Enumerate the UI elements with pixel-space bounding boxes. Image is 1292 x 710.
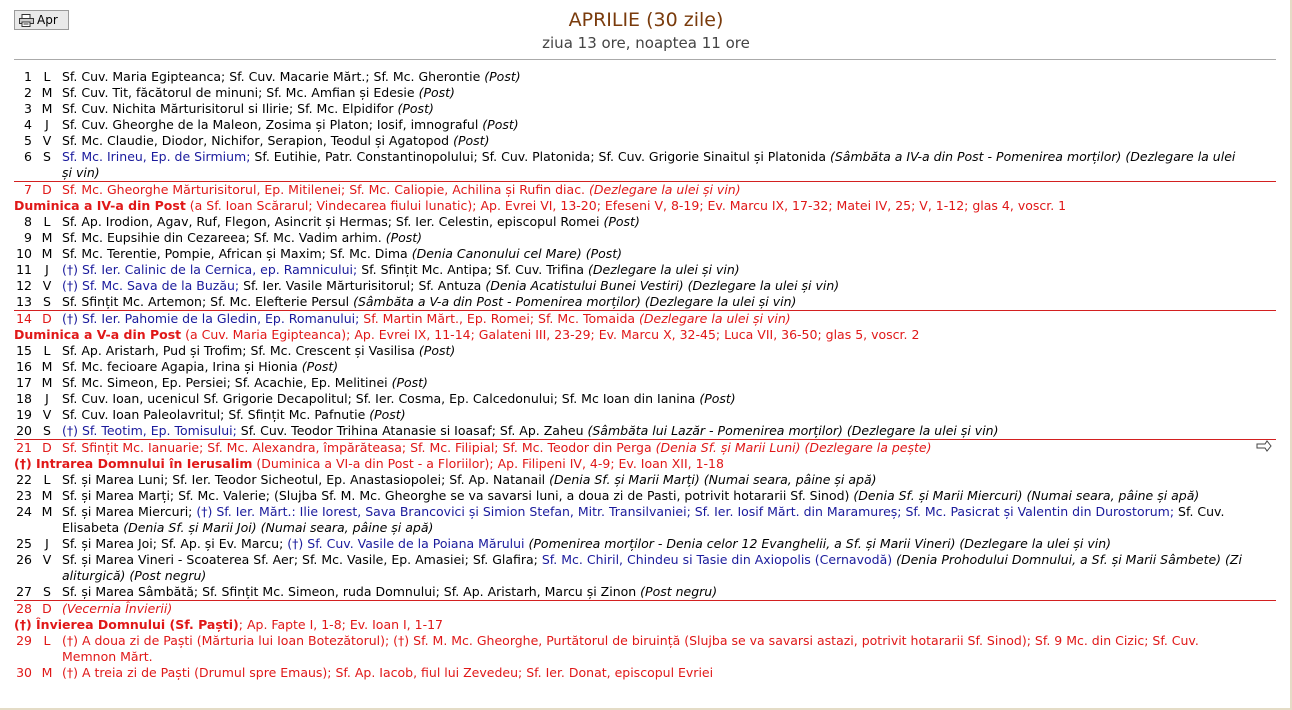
entry-text [62, 69, 1276, 85]
weekday-letter: M [41, 665, 53, 680]
day-number: 25 [16, 536, 32, 551]
day-number: 28 [16, 601, 32, 616]
entry-segment: (†) A treia zi de Paști (Drumul spre Emaus); Sf. Ap. Iacob, fiul lui Zevedeu; Sf. Ier. Donat, episcopul Evriei [62, 665, 714, 680]
entry-segment: (Sâmbăta a IV-a din Post - Pomenirea morților) (Dezlegare la ulei și vin) [62, 149, 1236, 180]
entry-segment: (Dezlegare la ulei și vin) [588, 262, 740, 277]
day-number: 26 [16, 552, 32, 567]
entry-text [62, 584, 1276, 600]
entry-segment: Sf. Cuv. Maria Egipteanca; Sf. Cuv. Macarie Mărt.; Sf. Mc. Gherontie [62, 69, 485, 84]
entry-segment: Sf. și Marea Marți; Sf. Mc. Valerie; (Slujba Sf. M. Mc. Gheorghe se va savarsi luni, a doua zi de Pasti, potrivit hotararii Sf. Sinod) [62, 488, 854, 503]
entry-segment: (Post negru) [640, 584, 718, 599]
day-row [14, 665, 1276, 681]
day-number: 30 [16, 665, 32, 680]
day-row [14, 552, 1276, 584]
day-number: 8 [24, 214, 32, 229]
weekday-letter: M [41, 359, 53, 374]
divider [14, 59, 1276, 60]
entry-segment: Sf. Cuv. Ioan, ucenicul Sf. Grigorie Decapolitul; Sf. Ier. Cosma, Ep. Calcedonului; Sf. Mc Ioan din Ianina [62, 391, 700, 406]
entry-segment: Sf. Sfințit Mc. Artemon; Sf. Mc. Elefterie Persul [62, 294, 354, 309]
day-number: 13 [16, 294, 32, 309]
entry-segment: (Post) [603, 214, 640, 229]
day-number: 4 [24, 117, 32, 132]
entry-text [62, 375, 1276, 391]
saint-link[interactable]: (†) Sf. Ier. Calinic de la Cernica, ep. Ramnicului; [62, 262, 358, 277]
day-row [14, 375, 1276, 391]
entry-text [14, 617, 1276, 633]
day-number: 15 [16, 343, 32, 358]
entry-segment: (Denia Canonului cel Mare) (Post) [411, 246, 623, 261]
entry-text [62, 552, 1276, 584]
entry-text [62, 230, 1276, 246]
weekday-letter: L [43, 214, 51, 229]
entry-segment: Sf. Mc. Claudie, Diodor, Nichifor, Serapion, Teodul și Agatopod [62, 133, 454, 148]
day-row [14, 85, 1276, 101]
day-number: 3 [24, 101, 32, 116]
entry-text [62, 149, 1276, 181]
entry-segment: (Vecernia Învierii) [62, 601, 173, 616]
entry-segment: Sf. Cuv. Ioan Paleolavritul; Sf. Sfințit Mc. Pafnutie [62, 407, 370, 422]
entry-text [62, 311, 1276, 327]
day-row [14, 278, 1276, 294]
entry-text [62, 407, 1276, 423]
entry-text [62, 343, 1276, 359]
entry-text [62, 182, 1276, 198]
weekday-letter: V [42, 133, 52, 148]
entry-segment: Sf. Eutihie, Patr. Constantinopolului; Sf. Cuv. Platonida; Sf. Cuv. Grigorie Sinaitul și Platonida [250, 149, 830, 164]
entry-segment: (Denia Sf. și Marii Luni) (Dezlegare la pește) [655, 440, 932, 455]
saint-link[interactable]: (†) Sf. Ier. Pahomie de la Gledin, Ep. Romanului; [62, 311, 360, 326]
entry-segment: (Post) [482, 117, 519, 132]
weekday-letter: D [42, 311, 52, 326]
day-row [14, 133, 1276, 149]
entry-text [62, 85, 1276, 101]
entry-text [62, 246, 1276, 262]
day-row [14, 584, 1276, 600]
entry-segment: (†) A doua zi de Paști (Mărturia lui Ioan Botezătorul); (†) Sf. M. Mc. Gheorghe, Purtătorul de biruință (Slujba se va savarsi astazi, potrivit hotararii Sf. Sinod); Sf. 9 Mc. din Cizic; Sf. Cuv. Memnon Mărt. [62, 633, 1199, 664]
entry-text [62, 391, 1276, 407]
entry-text [62, 117, 1276, 133]
entry-segment: (Duminica a VI-a din Post - a Floriilor); Ap. Filipeni IV, 4-9; Ev. Ioan XII, 1-18 [252, 456, 724, 471]
day-row [14, 101, 1276, 117]
weekday-letter: M [41, 230, 53, 245]
pointing-hand-icon[interactable] [1256, 440, 1272, 456]
entry-segment: Duminica a V-a din Post [14, 327, 182, 342]
entry-segment: (†) Intrarea Domnului în Ierusalim [14, 456, 253, 471]
entry-text [62, 504, 1276, 536]
day-row [14, 439, 1276, 456]
day-row [14, 536, 1276, 552]
weekday-letter: M [41, 246, 53, 261]
day-row [14, 407, 1276, 423]
entry-segment: Sf. și Marea Miercuri; [62, 504, 197, 519]
day-number: 17 [16, 375, 32, 390]
entry-segment: (Denia Sf. și Marii Miercuri) (Numai seara, pâine și apă) [853, 488, 1200, 503]
calendar-list [14, 69, 1276, 681]
entry-segment: (Denia Sf. și Marii Joi) (Numai seara, pâine și apă) [123, 520, 434, 535]
entry-text [14, 456, 1276, 472]
entry-text [62, 601, 1276, 617]
entry-text [62, 359, 1276, 375]
entry-text [62, 440, 1276, 456]
entry-segment: Duminica a IV-a din Post [14, 198, 186, 213]
day-number: 20 [16, 423, 32, 438]
entry-segment: (Sâmbăta a V-a din Post - Pomenirea morților) (Dezlegare la ulei și vin) [353, 294, 797, 309]
weekday-letter: D [42, 440, 52, 455]
weekday-letter: M [41, 488, 53, 503]
day-row [14, 149, 1276, 181]
day-number: 21 [16, 440, 32, 455]
entry-text [62, 101, 1276, 117]
entry-segment: Sf. Mc. Gheorghe Mărturisitorul, Ep. Mitilenei; Sf. Mc. Caliopie, Achilina și Rufin diac. [62, 182, 590, 197]
feast-row [14, 198, 1276, 214]
weekday-letter: V [42, 407, 52, 422]
day-row [14, 230, 1276, 246]
entry-segment: ; Ap. Fapte I, 1-8; Ev. Ioan I, 1-17 [238, 617, 443, 632]
weekday-letter: S [43, 149, 51, 164]
weekday-letter: L [43, 633, 51, 648]
day-number: 19 [16, 407, 32, 422]
day-number: 9 [24, 230, 32, 245]
day-number: 27 [16, 584, 32, 599]
weekday-letter: D [42, 601, 52, 616]
entry-segment: Sf. Cuv. Nichita Mărturisitorul si Ilirie; Sf. Mc. Elpidifor [62, 101, 398, 116]
entry-segment: (Dezlegare la ulei și vin) [639, 311, 791, 326]
weekday-letter: S [43, 294, 51, 309]
weekday-letter: J [45, 262, 49, 277]
feast-row [14, 327, 1276, 343]
day-row [14, 343, 1276, 359]
day-row [14, 472, 1276, 488]
entry-segment: Sf. Cuv. Elisabeta [62, 504, 1225, 535]
day-number: 7 [24, 182, 32, 197]
entry-segment: Sf. Ap. Irodion, Agav, Ruf, Flegon, Asincrit și Hermas; Sf. Ier. Celestin, episcopul Romei [62, 214, 604, 229]
day-number: 24 [16, 504, 32, 519]
entry-segment: Sf. Ap. Aristarh, Pud și Trofim; Sf. Mc. Crescent și Vasilisa [62, 343, 419, 358]
entry-text [62, 665, 1276, 681]
entry-segment: Sf. și Marea Joi; Sf. Ap. și Ev. Marcu; [62, 536, 288, 551]
day-number: 5 [24, 133, 32, 148]
entry-segment: Sf. Cuv. Gheorghe de la Maleon, Zosima și Platon; Iosif, imnograful [62, 117, 483, 132]
day-row [14, 359, 1276, 375]
day-row [14, 504, 1276, 536]
day-row [14, 391, 1276, 407]
weekday-letter: M [41, 101, 53, 116]
day-row [14, 246, 1276, 262]
day-row [14, 181, 1276, 198]
weekday-letter: M [41, 375, 53, 390]
saint-link[interactable]: (†) Sf. Ier. Mărt.: Ilie Iorest, Sava Brancovici și Simion Stefan, Mitr. Transilvaniei; Sf. Ier. Iosif Mărt. din Maramureș; Sf. Mc. Pasicrat și Valentin din Durostorum; [196, 504, 1175, 519]
weekday-letter: M [41, 85, 53, 100]
day-number: 29 [16, 633, 32, 648]
entry-segment: (Post) [397, 101, 434, 116]
entry-segment: Sf. Ier. Vasile Mărturisitorul; Sf. Antuza [239, 278, 486, 293]
weekday-letter: J [45, 536, 49, 551]
entry-segment: (Post) [301, 359, 339, 374]
entry-segment: (Post) [453, 133, 490, 148]
weekday-letter: L [43, 472, 51, 487]
entry-segment: Sf. Mc. Terentie, Pompie, African și Maxim; Sf. Mc. Dima [62, 246, 412, 261]
entry-segment: Sf. Mc. Simeon, Ep. Persiei; Sf. Acachie, Ep. Melitinei [62, 375, 392, 390]
day-row [14, 69, 1276, 85]
entry-text [62, 214, 1276, 230]
saint-link[interactable]: Sf. Mc. Chiril, Chindeu si Tasie din Axiopolis (Cernavodă) [541, 552, 893, 567]
day-number: 2 [24, 85, 32, 100]
entry-segment: (Denia Acatistului Bunei Vestiri) (Dezlegare la ulei și vin) [485, 278, 840, 293]
entry-segment: Sf. Martin Mărt., Ep. Romei; Sf. Mc. Tomaida [359, 311, 640, 326]
entry-text [14, 198, 1276, 214]
entry-text [62, 536, 1276, 552]
entry-text [62, 633, 1276, 665]
day-row [14, 262, 1276, 278]
entry-text [62, 472, 1276, 488]
day-row [14, 633, 1276, 665]
entry-segment: (Post) [391, 375, 428, 390]
weekday-letter: J [45, 391, 49, 406]
entry-text [62, 278, 1276, 294]
entry-text [62, 133, 1276, 149]
entry-segment: Sf. Cuv. Teodor Trihina Atanasie si Ioasaf; Sf. Ap. Zaheu [236, 423, 588, 438]
print-button-label: Apr [37, 13, 58, 27]
day-row [14, 600, 1276, 617]
entry-segment: (Post) [699, 391, 736, 406]
entry-segment: Sf. Sfințit Mc. Antipa; Sf. Cuv. Trifina [357, 262, 589, 277]
day-number: 16 [16, 359, 32, 374]
day-number: 11 [16, 262, 32, 277]
entry-segment: (Dezlegare la ulei și vin) [589, 182, 741, 197]
entry-text [62, 294, 1276, 310]
entry-segment: (Post) [418, 85, 455, 100]
entry-segment: Sf. Mc. fecioare Agapia, Irina și Hionia [62, 359, 302, 374]
entry-segment: (Post) [369, 407, 406, 422]
feast-row [14, 617, 1276, 633]
day-number: 22 [16, 472, 32, 487]
saint-link[interactable]: (†) Sf. Mc. Sava de la Buzău; [62, 278, 240, 293]
day-row [14, 310, 1276, 327]
weekday-letter: J [45, 117, 49, 132]
weekday-letter: S [43, 584, 51, 599]
entry-segment: (Post) [418, 343, 456, 358]
weekday-letter: D [42, 182, 52, 197]
day-row [14, 294, 1276, 310]
entry-segment: Sf. Sfințit Mc. Ianuarie; Sf. Mc. Alexandra, împărăteasa; Sf. Mc. Filipial; Sf. Mc. Teodor din Perga [62, 440, 656, 455]
entry-segment: Sf. Mc. Eupsihie din Cezareea; Sf. Mc. Vadim arhim. [62, 230, 386, 245]
entry-segment: Sf. și Marea Luni; Sf. Ier. Teodor Sicheotul, Ep. Anastasiopolei; Sf. Ap. Natanail [62, 472, 550, 487]
saint-link[interactable]: Sf. Mc. Irineu, Ep. de Sirmium; [62, 149, 251, 164]
entry-segment: Sf. și Marea Vineri - Scoaterea Sf. Aer; Sf. Mc. Vasile, Ep. Amasiei; Sf. Glafira; [62, 552, 542, 567]
weekday-letter: S [43, 423, 51, 438]
saint-link[interactable]: (†) Sf. Teotim, Ep. Tomisului; [62, 423, 237, 438]
entry-segment: (a Cuv. Maria Egipteanca); Ap. Evrei IX, 11-14; Galateni III, 23-29; Ev. Marcu X, 32-45; Luca VII, 36-50; glas 5, voscr. 2 [181, 327, 920, 342]
day-row [14, 214, 1276, 230]
day-number: 23 [16, 488, 32, 503]
entry-segment: (Denia Sf. și Marii Marți) (Numai seara, pâine și apă) [549, 472, 877, 487]
entry-segment: (Post) [385, 230, 423, 245]
day-row [14, 423, 1276, 439]
feast-row [14, 456, 1276, 472]
entry-text [14, 327, 1276, 343]
entry-segment: Sf. și Marea Sâmbătă; Sf. Sfințit Mc. Simeon, ruda Domnului; Sf. Ap. Aristarh, Marcu și Zinon [62, 584, 641, 599]
entry-segment: (a Sf. Ioan Scărarul; Vindecarea fiului lunatic); Ap. Evrei VI, 13-20; Efeseni V, 8-19; Ev. Marcu IX, 17-32; Matei IV, 25; V, 1-12; glas 4, voscr. 1 [185, 198, 1067, 213]
page-title: APRILIE (30 zile) [568, 9, 724, 31]
day-row [14, 488, 1276, 504]
entry-segment: (Sâmbăta lui Lazăr - Pomenirea morților) (Dezlegare la ulei și vin) [587, 423, 999, 438]
weekday-letter: M [41, 504, 53, 519]
entry-segment: Sf. Cuv. Tit, făcătorul de minuni; Sf. Mc. Amfian și Edesie [62, 85, 419, 100]
day-number: 10 [16, 246, 32, 261]
weekday-letter: V [42, 552, 52, 567]
day-number: 1 [24, 69, 32, 84]
weekday-letter: L [43, 343, 51, 358]
day-number: 6 [24, 149, 32, 164]
saint-link[interactable]: (†) Sf. Cuv. Vasile de la Poiana Mărului [287, 536, 525, 551]
day-number: 12 [16, 278, 32, 293]
day-row [14, 117, 1276, 133]
page-subtitle: ziua 13 ore, noaptea 11 ore [542, 34, 750, 52]
entry-text [62, 423, 1276, 439]
entry-segment: (Denia Prohodului Domnului, a Sf. și Marii Sâmbete) (Zi aliturgică) (Post negru) [62, 552, 1242, 583]
entry-text [62, 262, 1276, 278]
day-number: 18 [16, 391, 32, 406]
entry-text [62, 488, 1276, 504]
day-number: 14 [16, 311, 32, 326]
entry-segment: (Post) [484, 69, 521, 84]
weekday-letter: L [43, 69, 51, 84]
entry-segment: (†) Învierea Domnului (Sf. Paști) [14, 617, 239, 632]
entry-segment: (Pomenirea morților - Denia celor 12 Evanghelii, a Sf. și Marii Vineri) (Dezlegare la ulei și vin) [528, 536, 1112, 551]
weekday-letter: V [42, 278, 52, 293]
